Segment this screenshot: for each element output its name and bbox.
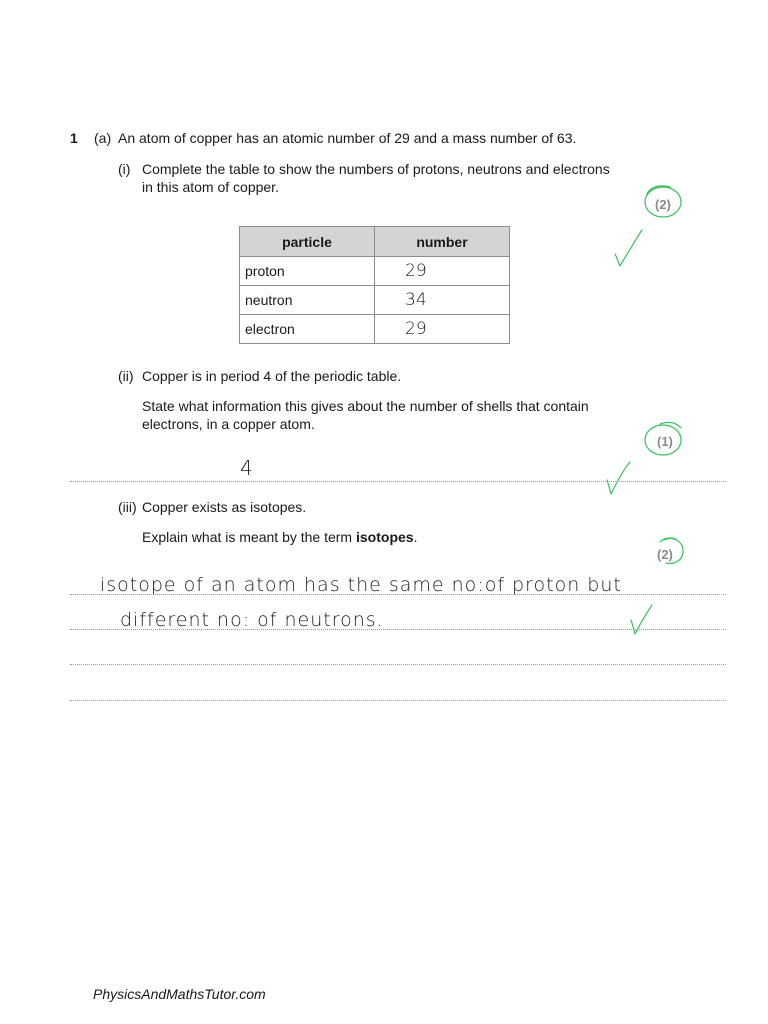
check-mark-icon — [604, 458, 636, 498]
check-mark-icon — [612, 228, 648, 270]
table-row — [240, 315, 510, 344]
sub-i-marks: (2) — [655, 197, 671, 212]
sub-iii-prompt — [142, 528, 417, 546]
table-row — [240, 257, 510, 286]
sub-iii-prompt-term: isotopes — [356, 529, 414, 545]
mark-circle-icon — [642, 420, 686, 458]
sub-iii-answer-line2[interactable]: different no: of neutrons. — [120, 609, 384, 631]
part-a-label: (a) — [94, 130, 112, 146]
sub-iii-answer-line1[interactable]: isotope of an atom has the same no:of proton but — [100, 574, 622, 596]
table-cell-particle: proton — [240, 257, 375, 286]
sub-ii-prompt-line1: State what information this gives about the number of shells that contain — [142, 398, 589, 414]
check-mark-icon — [628, 602, 658, 638]
part-a-text: An atom of copper has an atomic number of 29 and a mass number of 63. — [118, 130, 577, 146]
sub-iii-marks: (2) — [657, 547, 673, 562]
question-number: 1 — [70, 130, 78, 146]
sub-ii-text: Copper is in period 4 of the periodic table. — [142, 368, 402, 384]
answer-line — [70, 664, 726, 665]
answer-line — [70, 594, 726, 595]
sub-i-line2: in this atom of copper. — [142, 179, 279, 195]
table-header-number: number — [375, 227, 510, 257]
table-cell-answer[interactable]: 34 — [375, 286, 510, 315]
mark-circle-icon — [640, 184, 684, 220]
table-cell-answer[interactable]: 29 — [375, 257, 510, 286]
table-cell-answer[interactable]: 29 — [375, 315, 510, 344]
sub-ii-answer[interactable]: 4 — [240, 456, 254, 480]
sub-iii-label: (iii) — [118, 499, 137, 515]
sub-iii-prompt-suffix: . — [413, 529, 418, 545]
mark-circle-icon — [650, 534, 690, 570]
sub-ii-label: (ii) — [118, 368, 134, 384]
table-row — [240, 286, 510, 315]
particle-table — [239, 226, 510, 344]
sub-ii-marks: (1) — [657, 434, 673, 449]
sub-iii-prompt-prefix: Explain what is meant by the term — [142, 529, 356, 545]
table-header-particle: particle — [240, 227, 375, 257]
table-header-row — [240, 227, 510, 257]
table-cell-particle: neutron — [240, 286, 375, 315]
sub-i-label: (i) — [118, 161, 131, 177]
sub-ii-prompt-line2: electrons, in a copper atom. — [142, 416, 315, 432]
table-cell-particle: electron — [240, 315, 375, 344]
answer-line — [70, 700, 726, 701]
sub-i-line1: Complete the table to show the numbers of protons, neutrons and electrons — [142, 161, 610, 177]
footer-site: PhysicsAndMathsTutor.com — [93, 986, 266, 1002]
sub-iii-text: Copper exists as isotopes. — [142, 499, 307, 515]
